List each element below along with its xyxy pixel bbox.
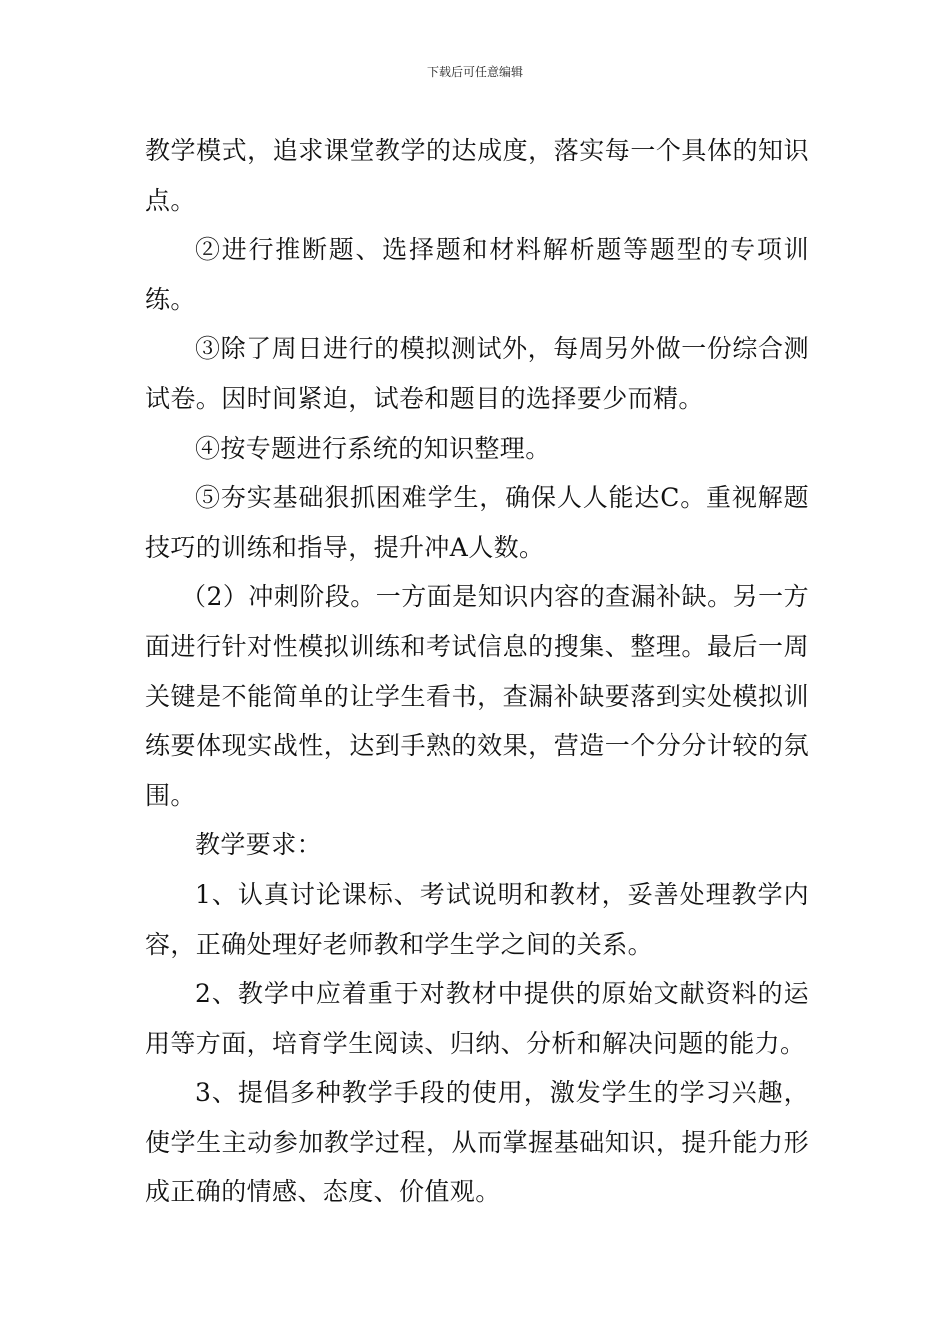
section-heading-teaching-requirements: 教学要求： (195, 830, 323, 860)
paragraph-item-3: ③除了周日进行的模拟测试外，每周另外做一份综合测试卷。因时间紧迫，试卷和题目的选择要少而精。 (145, 334, 809, 413)
paragraph-item-4: ④按专题进行系统的知识整理。 (195, 433, 551, 463)
requirement-item-2: 2、教学中应着重于对教材中提供的原始文献资料的运用等方面，培育学生阅读、归纳、分析和解决问题的能力。 (145, 979, 809, 1058)
page-header: 下载后可任意编辑 (426, 65, 523, 79)
requirement-item-1: 1、认真讨论课标、考试说明和教材，妥善处理教学内容，正确处理好老师教和学生学之间的关系。 (145, 879, 809, 959)
document-body (145, 126, 809, 1217)
paragraph-item-5: ⑤夯实基础狠抓困难学生，确保人人能达C。重视解题技巧的训练和指导，提升冲A人数。 (145, 483, 809, 562)
paragraph-continuation: 教学模式，追求课堂教学的达成度，落实每一个具体的知识点。 (145, 136, 809, 215)
paragraph-sprint-stage: （2）冲刺阶段。一方面是知识内容的查漏补缺。另一方面进行针对性模拟训练和考试信息的搜集、整理。最后一周关键是不能简单的让学生看书，查漏补缺要落到实处模拟训练要体现实战性，达到手熟的效果，营造一个分分计较的氛围。 (145, 582, 809, 810)
requirement-item-3: 3、提倡多种教学手段的使用，激发学生的学习兴趣，使学生主动参加教学过程，从而掌握基础知识，提升能力形成正确的情感、态度、价值观。 (145, 1078, 809, 1207)
paragraph-item-2: ②进行推断题、选择题和材料解析题等题型的专项训练。 (145, 235, 809, 314)
